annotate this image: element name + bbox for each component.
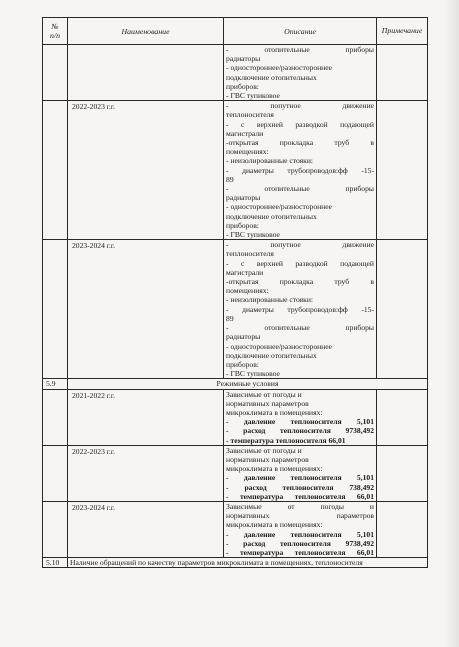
- row-name-cell: 2023-2024 г.г.: [67, 240, 223, 379]
- row-description-cell: [224, 501, 377, 557]
- section-number: 5.10: [43, 558, 68, 568]
- description-line: микроклимата в помещениях:: [226, 464, 323, 474]
- description-line: -открытая прокладка труб в: [226, 277, 374, 287]
- description-line: - одностороннее/разностороннее: [226, 63, 332, 73]
- row-note-cell: [377, 501, 428, 557]
- row-note-cell: [377, 101, 428, 240]
- table-row: [43, 45, 428, 101]
- row-number-cell: [43, 445, 68, 501]
- description-line: 89: [226, 174, 234, 184]
- description-line: - одностороннее/разностороннее: [226, 202, 332, 212]
- description-line: - попутное движение: [226, 101, 374, 111]
- description-line: радиаторы: [226, 332, 261, 342]
- description-line: магистрали: [226, 267, 264, 277]
- description-line: нормативных параметров: [226, 511, 374, 521]
- description-line: помещениях:: [226, 147, 269, 157]
- description-line: - ГВС тупиковое: [226, 369, 280, 379]
- description-line: - диаметры трубопроводов:фф -15-: [226, 165, 374, 175]
- description-line: приборов:: [226, 359, 259, 369]
- row-name-cell: 2022-2023 г.г.: [67, 101, 223, 240]
- section-number: 5.9: [43, 379, 68, 389]
- header-description: Описание: [224, 18, 377, 45]
- description-line: нормативных параметров: [226, 398, 309, 408]
- table-row: [43, 240, 428, 379]
- row-description-cell: [224, 389, 377, 445]
- description-line: Зависимые от погоды и: [226, 445, 302, 455]
- description-line: радиаторы: [226, 54, 261, 64]
- description-line: - расход теплоносителя 9738,492: [226, 538, 374, 548]
- row-name-cell: 2021-2022 г.г.: [67, 389, 223, 445]
- section-row-5-10: [43, 558, 428, 568]
- description-line: Зависимые от погоды и: [226, 389, 302, 399]
- row-number-cell: [43, 45, 68, 101]
- section-title: Наличие обращений по качеству параметров микроклимата в помещениях, теплоносителя: [67, 558, 427, 568]
- description-line: - температура теплоносителя 66,01: [226, 491, 374, 501]
- description-line: помещениях:: [226, 286, 269, 296]
- description-line: - расход теплоносителя 738,492: [226, 482, 374, 492]
- description-line: - ГВС тупиковое: [226, 230, 280, 240]
- description-line: - температура теплоносителя 66,01: [226, 435, 346, 445]
- section-title: Режимные условия: [67, 379, 427, 389]
- table-row: [43, 445, 428, 501]
- description-line: - отопительные приборы: [226, 323, 374, 333]
- header-name: Наименование: [67, 18, 223, 45]
- description-line: микроклимата в помещениях:: [226, 520, 323, 530]
- header-note: Примечание: [377, 18, 428, 45]
- description-line: - ГВС тупиковое: [226, 91, 280, 101]
- description-line: -открытая прокладка труб в: [226, 138, 374, 148]
- section-row-5-9: [43, 379, 428, 389]
- row-description-cell: [224, 45, 377, 101]
- characteristics-table: [42, 17, 428, 568]
- description-line: - попутное движение: [226, 240, 374, 250]
- description-line: подключение отопительных: [226, 350, 317, 360]
- description-line: - отопительные приборы: [226, 184, 374, 194]
- row-name-cell: [67, 45, 223, 101]
- description-line: - давление теплоносителя 5,101: [226, 529, 374, 539]
- description-line: приборов:: [226, 220, 259, 230]
- description-line: - с верхней разводкой подающей: [226, 258, 374, 268]
- table-row: [43, 101, 428, 240]
- description-line: - одностороннее/разностороннее: [226, 341, 332, 351]
- row-note-cell: [377, 45, 428, 101]
- description-line: Зависимые от погоды и: [226, 501, 374, 511]
- description-line: - давление теплоносителя 5,101: [226, 417, 374, 427]
- row-number-cell: [43, 501, 68, 557]
- row-note-cell: [377, 389, 428, 445]
- description-line: - диаметры трубопроводов:фф -15-: [226, 304, 374, 314]
- description-line: радиаторы: [226, 193, 261, 203]
- description-line: - давление теплоносителя 5,101: [226, 473, 374, 483]
- table-row: [43, 501, 428, 557]
- description-line: подключение отопительных: [226, 211, 317, 221]
- description-line: - с верхней разводкой подающей: [226, 119, 374, 129]
- description-line: теплоносителя: [226, 249, 274, 259]
- description-line: - отопительные приборы: [226, 45, 374, 54]
- row-name-cell: 2023-2024 г.г.: [67, 501, 223, 557]
- description-line: - неизолированные стояки:: [226, 156, 314, 166]
- row-number-cell: [43, 240, 68, 379]
- row-number-cell: [43, 389, 68, 445]
- header-number: № п/п: [43, 18, 68, 45]
- row-description-cell: [224, 101, 377, 240]
- row-note-cell: [377, 240, 428, 379]
- description-line: нормативных параметров: [226, 454, 309, 464]
- description-line: 89: [226, 313, 234, 323]
- description-line: приборов:: [226, 81, 259, 91]
- table-header-row: [43, 18, 428, 45]
- page-edge-shadow: [445, 0, 459, 647]
- table-row: [43, 389, 428, 445]
- row-number-cell: [43, 101, 68, 240]
- description-line: подключение отопительных: [226, 72, 317, 82]
- description-line: микроклимата в помещениях:: [226, 407, 323, 417]
- row-description-cell: [224, 240, 377, 379]
- row-name-cell: 2022-2023 г.г.: [67, 445, 223, 501]
- description-line: - расход теплоносителя 9738,492: [226, 426, 374, 436]
- description-line: - неизолированные стояки:: [226, 295, 314, 305]
- description-line: - температура теплоносителя 66,01: [226, 547, 374, 557]
- row-note-cell: [377, 445, 428, 501]
- row-description-cell: [224, 445, 377, 501]
- description-line: теплоносителя: [226, 110, 274, 120]
- description-line: магистрали: [226, 128, 264, 138]
